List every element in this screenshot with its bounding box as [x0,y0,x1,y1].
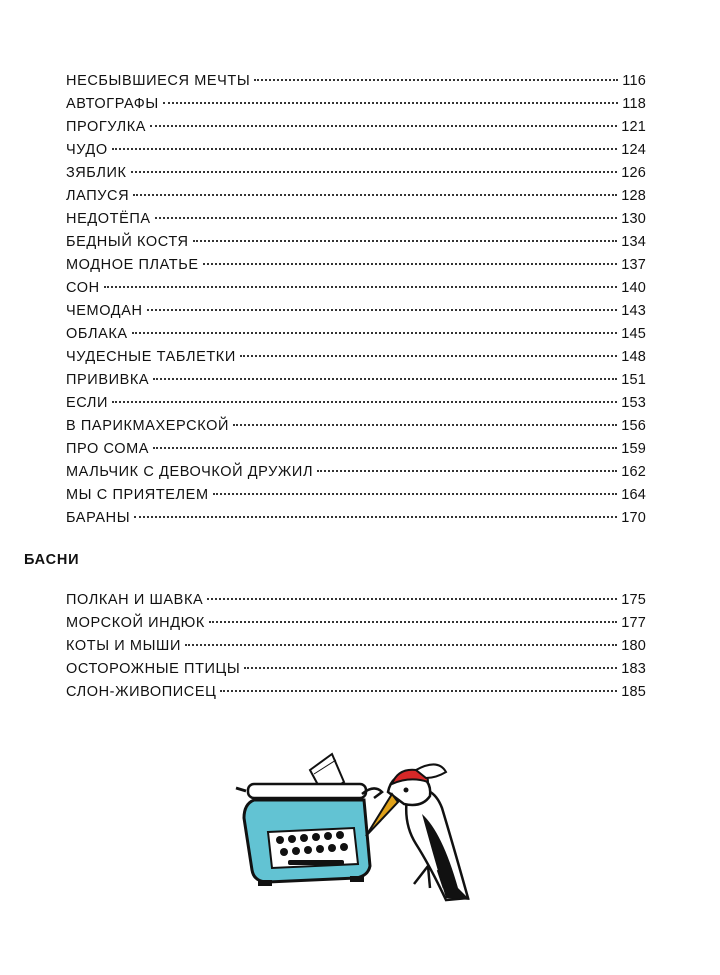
toc-entry-page-number: 159 [621,441,646,457]
toc-entry-page-number: 183 [621,661,646,677]
toc-entry-page-number: 148 [621,349,646,365]
section-heading-fables: БАСНИ [24,552,80,568]
toc-list-fables [66,589,646,704]
toc-dot-leader [213,493,618,495]
toc-entry[interactable] [66,507,646,530]
toc-dot-leader [112,148,617,150]
toc-entry-title: ЗЯБЛИК [66,165,127,181]
toc-entry-page-number: 126 [621,165,646,181]
toc-entry-page-number: 130 [621,211,646,227]
toc-entry[interactable] [66,658,646,681]
toc-entry-title: НЕСБЫВШИЕСЯ МЕЧТЫ [66,73,251,89]
toc-entry[interactable] [66,346,646,369]
toc-entry-title: НЕДОТЁПА [66,211,151,227]
toc-entry-page-number: 145 [621,326,646,342]
toc-entry-page-number: 185 [621,684,646,700]
toc-entry-title: ПРО СОМА [66,441,150,457]
toc-entry-title: ОБЛАКА [66,326,128,342]
toc-entry[interactable] [66,461,646,484]
toc-dot-leader [203,263,618,265]
toc-entry-title: БЕДНЫЙ КОСТЯ [66,234,189,250]
toc-entry-page-number: 118 [622,96,646,112]
toc-entry-page-number: 137 [621,257,646,273]
toc-entry[interactable] [66,369,646,392]
toc-dot-leader [150,125,617,127]
toc-entry-title: ПРИВИВКА [66,372,150,388]
toc-entry[interactable] [66,231,646,254]
toc-entry[interactable] [66,116,646,139]
toc-entry-page-number: 143 [621,303,646,319]
toc-entry-title: В ПАРИКМАХЕРСКОЙ [66,418,229,434]
toc-entry-title: МОРСКОЙ ИНДЮК [66,615,205,631]
toc-entry-page-number: 128 [621,188,646,204]
toc-entry-page-number: 140 [621,280,646,296]
toc-entry-title: ПОЛКАН И ШАВКА [66,592,204,608]
toc-entry[interactable] [66,162,646,185]
toc-dot-leader [240,355,617,357]
toc-entry[interactable] [66,277,646,300]
toc-entry-page-number: 164 [621,487,646,503]
toc-dot-leader [131,171,618,173]
toc-dot-leader [220,690,617,692]
toc-entry-page-number: 151 [621,372,646,388]
toc-entry[interactable] [66,139,646,162]
toc-dot-leader [132,332,618,334]
toc-entry-title: ЕСЛИ [66,395,108,411]
toc-entry[interactable] [66,70,646,93]
toc-dot-leader [209,621,617,623]
toc-entry-page-number: 153 [621,395,646,411]
toc-entry[interactable] [66,589,646,612]
toc-entry[interactable] [66,392,646,415]
toc-entry-title: ЛАПУСЯ [66,188,130,204]
toc-entry-title: БАРАНЫ [66,510,131,526]
toc-entry-title: МОДНОЕ ПЛАТЬЕ [66,257,199,273]
toc-entry[interactable] [66,254,646,277]
toc-entry-title: КОТЫ И МЫШИ [66,638,181,654]
toc-dot-leader [185,644,617,646]
toc-dot-leader [112,401,617,403]
toc-entry[interactable] [66,323,646,346]
typewriter-icon [236,754,382,886]
typewriter-woodpecker-illustration [232,748,492,908]
toc-entry-page-number: 116 [622,73,646,89]
toc-entry-title: СЛОН-ЖИВОПИСЕЦ [66,684,217,700]
toc-entry-page-number: 134 [621,234,646,250]
toc-entry-title: МАЛЬЧИК С ДЕВОЧКОЙ ДРУЖИЛ [66,464,314,480]
toc-entry[interactable] [66,612,646,635]
toc-dot-leader [153,378,617,380]
toc-entry-title: ЧЕМОДАН [66,303,143,319]
toc-entry[interactable] [66,438,646,461]
toc-entry[interactable] [66,185,646,208]
toc-entry-page-number: 124 [621,142,646,158]
toc-dot-leader [163,102,618,104]
toc-dot-leader [147,309,618,311]
toc-dot-leader [244,667,617,669]
toc-entry[interactable] [66,93,646,116]
toc-entry-page-number: 156 [621,418,646,434]
toc-entry-page-number: 162 [621,464,646,480]
toc-dot-leader [153,447,617,449]
toc-entry[interactable] [66,681,646,704]
toc-dot-leader [317,470,617,472]
toc-entry-page-number: 121 [621,119,646,135]
toc-dot-leader [155,217,618,219]
toc-entry[interactable] [66,208,646,231]
toc-entry-title: МЫ С ПРИЯТЕЛЕМ [66,487,209,503]
toc-entry-page-number: 170 [621,510,646,526]
toc-list-main [66,70,646,530]
woodpecker-icon [366,764,470,900]
toc-entry-title: ОСТОРОЖНЫЕ ПТИЦЫ [66,661,241,677]
toc-entry[interactable] [66,484,646,507]
toc-dot-leader [133,194,617,196]
toc-entry-page-number: 180 [621,638,646,654]
toc-dot-leader [134,516,617,518]
toc-entry[interactable] [66,635,646,658]
toc-dot-leader [207,598,617,600]
toc-entry-page-number: 177 [621,615,646,631]
toc-entry-title: ЧУДЕСНЫЕ ТАБЛЕТКИ [66,349,236,365]
toc-dot-leader [233,424,617,426]
toc-entry-title: АВТОГРАФЫ [66,96,159,112]
toc-dot-leader [193,240,618,242]
toc-dot-leader [254,79,618,81]
toc-entry-title: ПРОГУЛКА [66,119,147,135]
toc-dot-leader [104,286,618,288]
toc-entry-title: ЧУДО [66,142,108,158]
toc-entry[interactable] [66,300,646,323]
toc-entry-title: СОН [66,280,100,296]
toc-entry[interactable] [66,415,646,438]
toc-entry-page-number: 175 [621,592,646,608]
